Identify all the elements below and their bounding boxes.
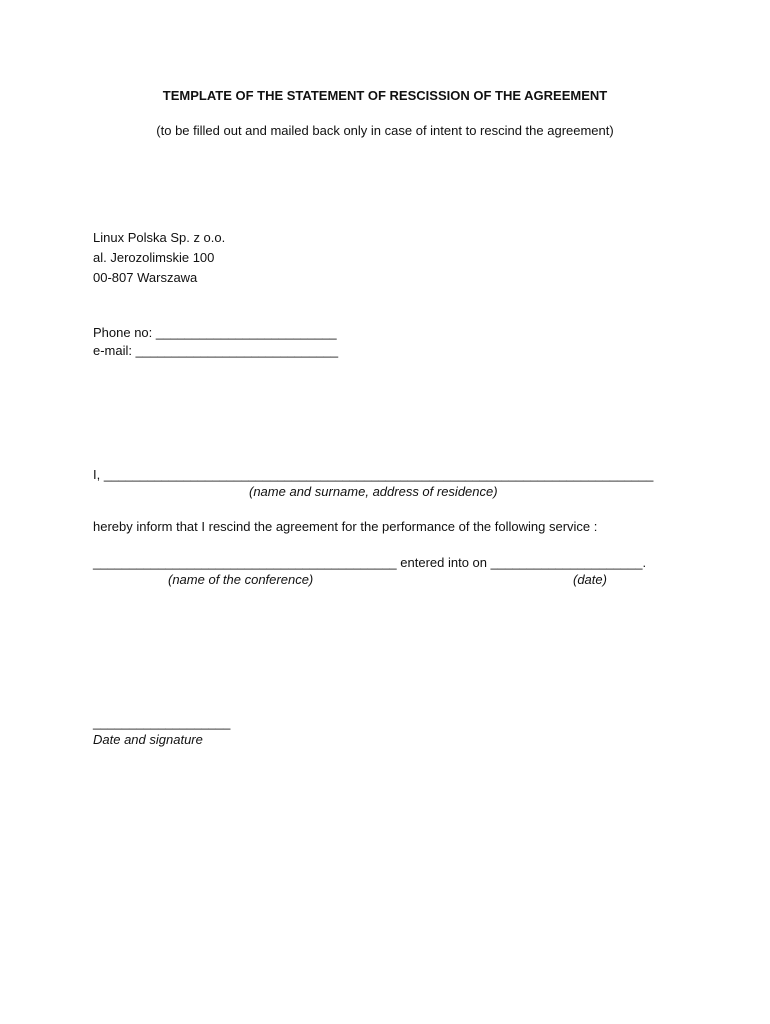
phone-field: Phone no: _________________________ xyxy=(93,325,337,340)
declarant-field: I, ____________________________________________________________________________ xyxy=(93,467,654,482)
date-caption: (date) xyxy=(573,572,607,587)
signature-caption: Date and signature xyxy=(93,732,203,747)
rescission-statement: hereby inform that I rescind the agreement for the performance of the following service : xyxy=(93,519,598,534)
email-field: e-mail: ____________________________ xyxy=(93,343,339,358)
address-city: 00-807 Warszawa xyxy=(93,270,198,285)
address-company: Linux Polska Sp. z o.o. xyxy=(93,230,226,245)
signature-field: ___________________ xyxy=(93,715,231,730)
conference-caption: (name of the conference) xyxy=(168,572,314,587)
document-subtitle: (to be filled out and mailed back only in case of intent to rescind the agreement) xyxy=(156,123,614,138)
address-street: al. Jerozolimskie 100 xyxy=(93,250,215,265)
declarant-caption: (name and surname, address of residence) xyxy=(249,484,498,499)
document-title: TEMPLATE OF THE STATEMENT OF RESCISSION OF THE AGREEMENT xyxy=(162,88,608,103)
service-field: __________________________________________ entered into on _____________________. xyxy=(93,555,647,570)
